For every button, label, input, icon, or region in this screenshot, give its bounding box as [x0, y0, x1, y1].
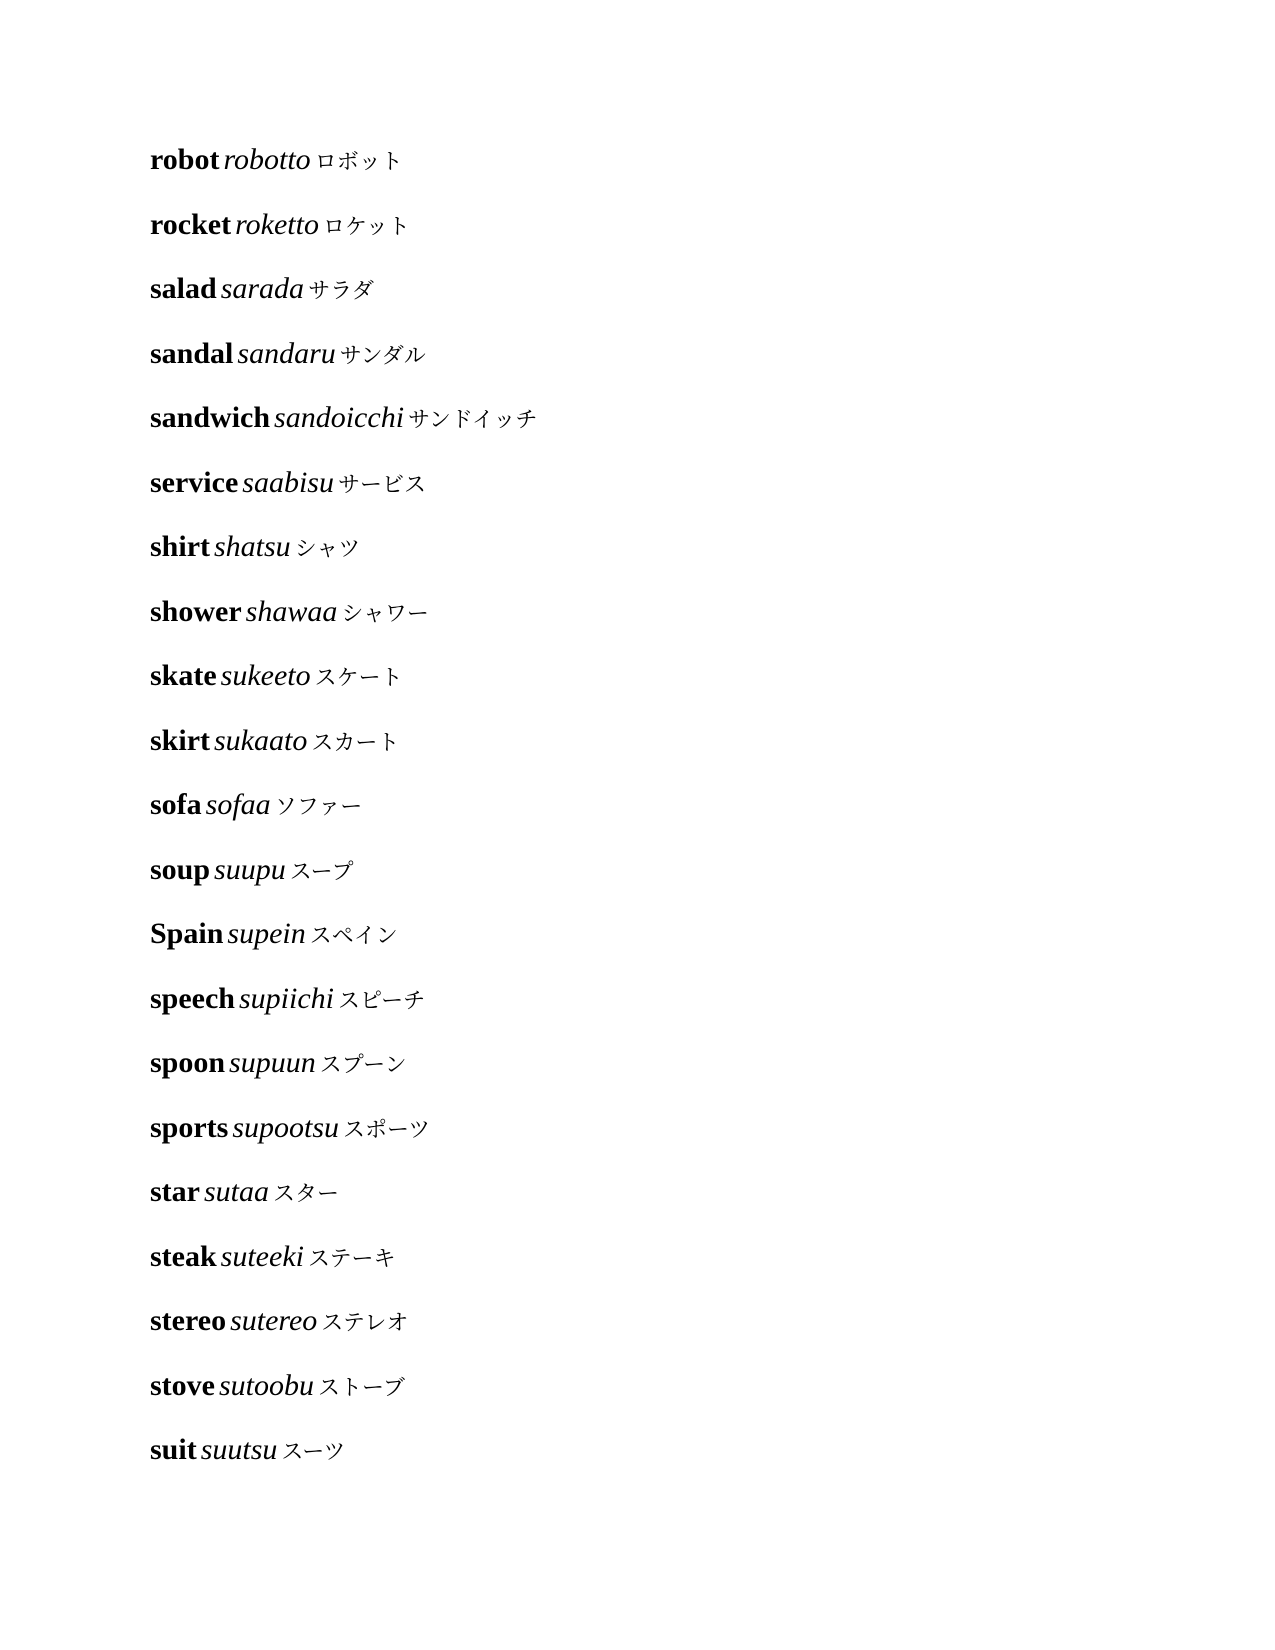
english-word: sandal: [150, 336, 234, 370]
romaji-word: sutereo: [230, 1304, 318, 1337]
english-word: sandwich: [150, 401, 271, 434]
katakana-word: ストーブ: [318, 1375, 405, 1401]
vocab-entry: [150, 916, 1150, 981]
katakana-word: スケート: [314, 666, 403, 691]
romaji-word: sandoicchi: [274, 401, 405, 434]
romaji-word: sukaato: [214, 723, 308, 757]
vocab-entry: [150, 723, 1150, 788]
vocab-entry: [150, 787, 1150, 852]
katakana-word: スピーチ: [338, 988, 426, 1014]
vocab-entry: [150, 1432, 1150, 1497]
english-word: steak: [150, 1239, 217, 1273]
english-word: soup: [150, 852, 211, 886]
katakana-word: スカート: [311, 730, 400, 756]
vocab-entry: [150, 981, 1150, 1046]
katakana-word: シャツ: [294, 537, 361, 562]
katakana-word: ステーキ: [307, 1246, 396, 1272]
english-word: stove: [150, 1368, 215, 1402]
katakana-word: スペイン: [309, 924, 398, 949]
vocab-entry: [150, 336, 1150, 401]
vocab-entry: [150, 465, 1150, 530]
katakana-word: サラダ: [308, 279, 374, 304]
katakana-word: スプーン: [319, 1053, 407, 1078]
romaji-word: sutaa: [203, 1175, 269, 1208]
english-word: shower: [150, 594, 242, 628]
english-word: shirt: [150, 530, 210, 563]
katakana-word: ロボット: [314, 150, 403, 175]
english-word: sofa: [150, 788, 202, 821]
romaji-word: roketto: [235, 207, 319, 241]
vocab-entry: [150, 1174, 1150, 1239]
vocab-entry: [150, 852, 1150, 917]
english-word: skirt: [150, 723, 210, 757]
vocab-entry: [150, 594, 1150, 659]
romaji-word: sofaa: [205, 788, 271, 821]
english-word: robot: [150, 143, 220, 176]
vocabulary-list: [150, 142, 1150, 1497]
katakana-word: サンドイッチ: [408, 408, 538, 433]
romaji-word: shatsu: [214, 530, 291, 563]
english-word: salad: [150, 272, 217, 305]
vocab-entry: [150, 1045, 1150, 1110]
katakana-word: サービス: [337, 472, 426, 498]
romaji-word: supuun: [229, 1046, 316, 1079]
english-word: Spain: [150, 917, 224, 950]
romaji-word: supein: [227, 917, 306, 950]
romaji-word: sutoobu: [218, 1368, 314, 1402]
katakana-word: ロケット: [322, 214, 410, 240]
vocab-entry: [150, 1110, 1150, 1175]
romaji-word: shawaa: [245, 594, 338, 628]
romaji-word: sarada: [220, 272, 305, 305]
katakana-word: サンダル: [339, 343, 426, 369]
vocab-entry: [150, 1303, 1150, 1368]
romaji-word: suutsu: [200, 1433, 278, 1466]
romaji-word: supiichi: [239, 981, 334, 1015]
katakana-word: スポーツ: [343, 1117, 431, 1143]
katakana-word: ソファー: [274, 795, 363, 820]
vocab-entry: [150, 1368, 1150, 1433]
english-word: spoon: [150, 1046, 226, 1079]
vocab-entry: [150, 529, 1150, 594]
english-word: star: [150, 1175, 200, 1208]
vocab-entry: [150, 142, 1150, 207]
katakana-word: スープ: [289, 859, 354, 885]
english-word: stereo: [150, 1304, 227, 1337]
english-word: suit: [150, 1433, 197, 1466]
vocab-entry: [150, 400, 1150, 465]
romaji-word: sandaru: [237, 336, 336, 370]
katakana-word: シャワー: [341, 601, 429, 627]
vocab-entry: [150, 1239, 1150, 1304]
romaji-word: supootsu: [232, 1110, 340, 1144]
romaji-word: sukeeto: [220, 659, 311, 692]
english-word: rocket: [150, 207, 232, 241]
english-word: sports: [150, 1110, 229, 1144]
english-word: service: [150, 465, 239, 499]
romaji-word: robotto: [223, 143, 311, 176]
english-word: skate: [150, 659, 217, 692]
romaji-word: suteeki: [220, 1239, 304, 1273]
vocab-entry: [150, 271, 1150, 336]
vocab-entry: [150, 207, 1150, 272]
romaji-word: suupu: [214, 852, 286, 886]
katakana-word: スーツ: [281, 1440, 346, 1465]
english-word: speech: [150, 981, 235, 1015]
katakana-word: スター: [273, 1182, 340, 1207]
vocab-entry: [150, 658, 1150, 723]
romaji-word: saabisu: [242, 465, 334, 499]
katakana-word: ステレオ: [321, 1311, 409, 1336]
